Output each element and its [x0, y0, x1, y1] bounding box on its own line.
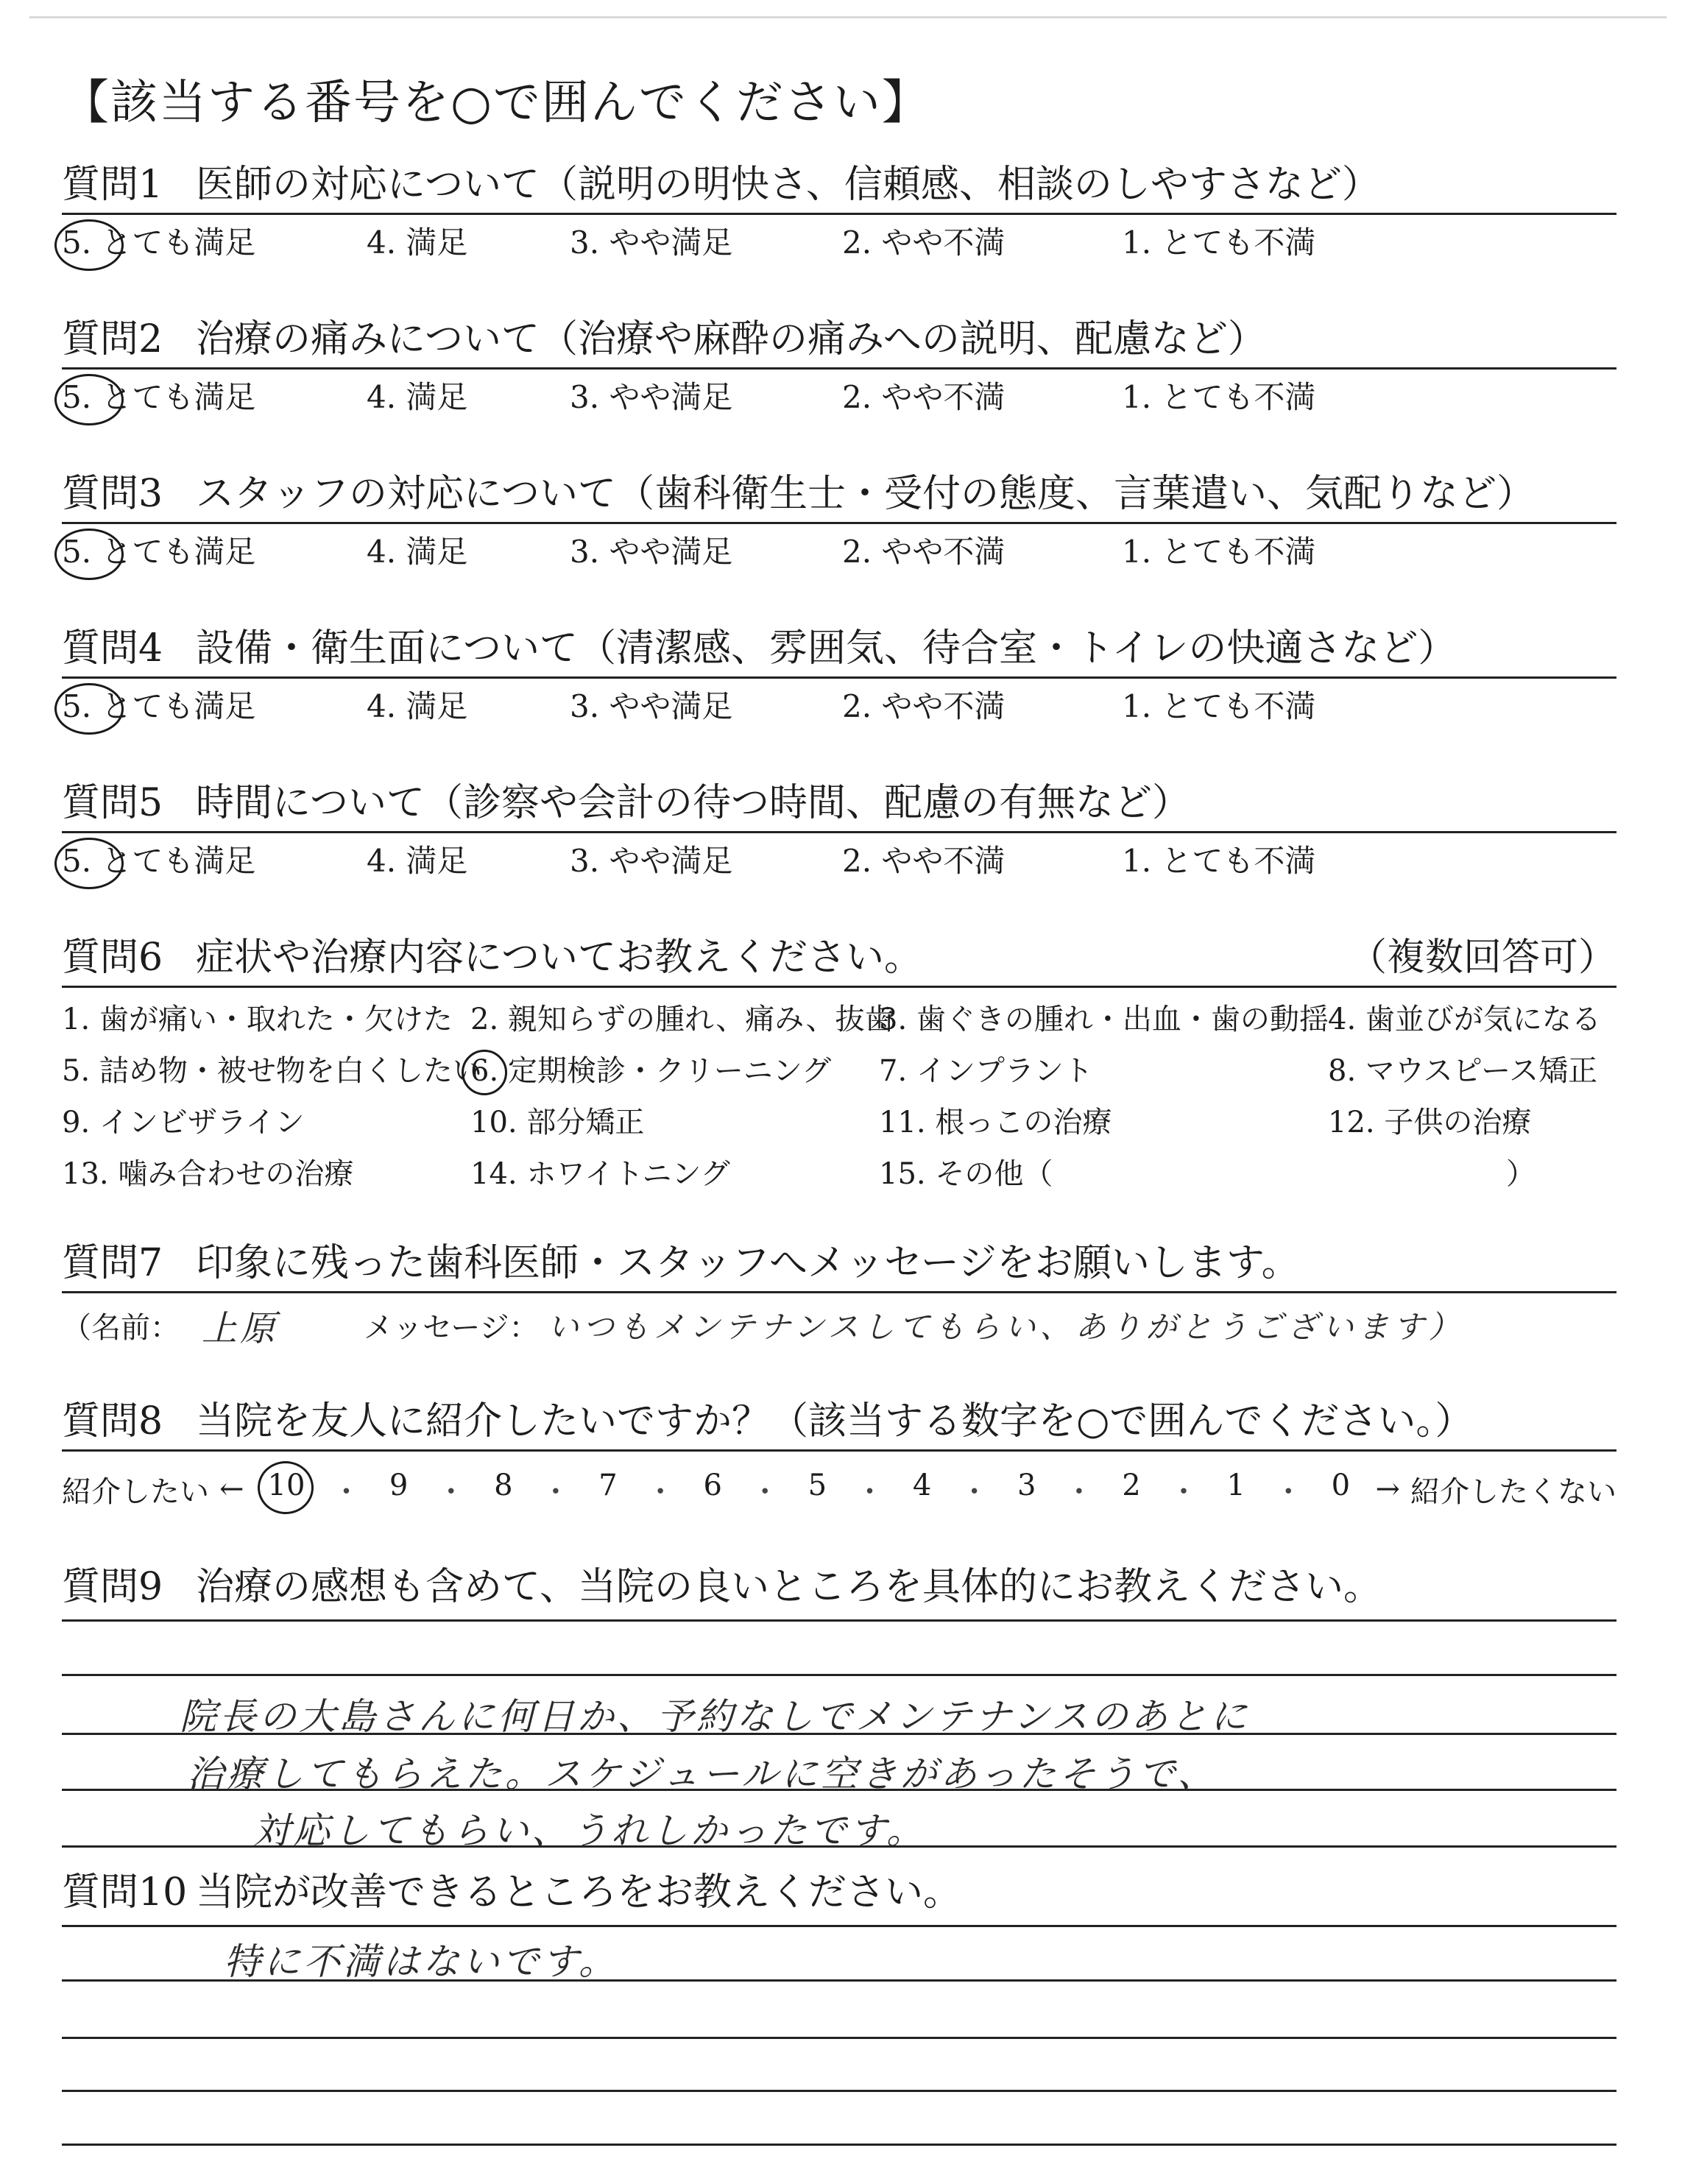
question-rule: [62, 1291, 1616, 1293]
message-label: メッセージ：: [364, 1310, 539, 1345]
question-number: 質問1: [62, 163, 163, 207]
scale-right-label: 紹介したくない: [1410, 1474, 1616, 1509]
treatment-option-4[interactable]: 4. 歯並びが気になる: [1328, 1003, 1601, 1036]
rating-option-3[interactable]: 3. やや満足: [570, 225, 733, 261]
answer-line-2: 治療してもらえた。スケジュールに空きがあったそうで、: [187, 1753, 1218, 1795]
question-rule: [62, 986, 1616, 988]
rating-options: [62, 833, 1616, 889]
question-number: 質問3: [62, 472, 163, 516]
answer-rule: [62, 2037, 1616, 2039]
question-10: [62, 1866, 1616, 2184]
scale-separator: ・: [331, 1474, 361, 1509]
treatment-option-3[interactable]: 3. 歯ぐきの腫れ・出血・歯の動揺: [879, 1003, 1329, 1036]
other-field[interactable]: [1328, 1148, 1541, 1200]
question-2: [62, 313, 1616, 425]
rating-option-3[interactable]: 3. やや満足: [570, 379, 733, 415]
rating-option-2[interactable]: 2. やや不満: [842, 843, 1006, 879]
scale-value-1[interactable]: 1: [1226, 1468, 1246, 1502]
rating-option-4[interactable]: 4. 満足: [367, 534, 468, 570]
scale-values: [255, 1469, 1365, 1510]
rating-option-2[interactable]: 2. やや不満: [842, 225, 1006, 261]
rating-options: [62, 524, 1616, 580]
treatment-option-9[interactable]: 9. インビザライン: [62, 1106, 305, 1139]
rating-option-2[interactable]: 2. やや不満: [842, 379, 1006, 415]
question-9: [62, 1561, 1616, 1908]
treatment-option-14[interactable]: 14. ホワイトニング: [470, 1157, 730, 1191]
scale-value-2[interactable]: 2: [1122, 1468, 1141, 1502]
answer-area[interactable]: [62, 1614, 1616, 1908]
rating-option-1[interactable]: 1. とても不満: [1122, 379, 1316, 415]
message-field[interactable]: いつもメンテナンスしてもらい、ありがとうございます）: [548, 1309, 1464, 1345]
answer-rule: [62, 2144, 1616, 2146]
question-7: [62, 1237, 1616, 1354]
rating-option-4[interactable]: 4. 満足: [367, 843, 468, 879]
page-heading: 【該当する番号を○で囲んでください】: [62, 76, 930, 130]
question-8: [62, 1395, 1616, 1522]
answer-area[interactable]: [62, 1919, 1616, 2184]
rating-options: [62, 215, 1616, 271]
scale-value-4[interactable]: 4: [912, 1468, 932, 1502]
question-text: 印象に残った歯科医師・スタッフへメッセージをお願いします。: [196, 1241, 1300, 1285]
answer-rule: [62, 2090, 1616, 2092]
rating-option-1[interactable]: 1. とても不満: [1122, 843, 1316, 879]
question-number: 質問10: [62, 1870, 188, 1915]
answer-line-1: 特に不満はないです。: [224, 1940, 618, 1983]
rating-option-1[interactable]: 1. とても不満: [1122, 534, 1316, 570]
question-text: 治療の感想も含めて、当院の良いところを具体的にお教えください。: [196, 1565, 1382, 1609]
question-text: 時間について（診察や会計の待つ時間、配慮の有無など）: [196, 781, 1190, 825]
closing-paren: ）: [1506, 1157, 1536, 1191]
answer-rule: [62, 1674, 1616, 1676]
treatment-option-8[interactable]: 8. マウスピース矯正: [1328, 1054, 1598, 1088]
question-number: 質問9: [62, 1565, 163, 1609]
rating-option-5[interactable]: 5. とても満足: [62, 679, 367, 735]
rating-option-5[interactable]: 5. とても満足: [62, 370, 367, 425]
question-number: 質問5: [62, 781, 163, 825]
question-number: 質問2: [62, 317, 163, 361]
question-text: 設備・衛生面について（清潔感、雰囲気、待合室・トイレの快適さなど）: [196, 626, 1457, 671]
scale-value-6[interactable]: 6: [703, 1468, 722, 1502]
question-6: [62, 931, 1616, 1200]
scale-value-9[interactable]: 9: [389, 1468, 409, 1502]
rating-option-4[interactable]: 4. 満足: [367, 688, 468, 724]
scale-separator: ・: [959, 1474, 989, 1509]
scale-separator: ・: [750, 1474, 780, 1509]
message-row: [62, 1296, 1616, 1354]
treatment-option-11[interactable]: 11. 根っこの治療: [879, 1106, 1112, 1139]
scale-left-label: 紹介したい: [62, 1474, 209, 1509]
rating-option-4[interactable]: 4. 満足: [367, 225, 468, 261]
scan-edge-line: [29, 16, 1667, 18]
question-text: 症状や治療内容についてお教えください。: [196, 936, 922, 980]
rating-options: [62, 370, 1616, 425]
question-3: [62, 467, 1616, 580]
rating-option-3[interactable]: 3. やや満足: [570, 688, 733, 724]
rating-option-5[interactable]: 5. とても満足: [62, 524, 367, 580]
rating-option-2[interactable]: 2. やや不満: [842, 534, 1006, 570]
rating-option-1[interactable]: 1. とても不満: [1122, 225, 1316, 261]
recommend-scale: [62, 1456, 1616, 1522]
scale-value-10[interactable]: 10: [268, 1469, 305, 1510]
scale-separator: ・: [855, 1474, 885, 1509]
treatment-option-10[interactable]: 10. 部分矯正: [470, 1106, 645, 1139]
treatment-option-12[interactable]: 12. 子供の治療: [1328, 1106, 1532, 1139]
scale-separator: ・: [646, 1474, 676, 1509]
scale-separator: ・: [540, 1474, 570, 1509]
left-arrow-icon: ←: [219, 1472, 244, 1506]
question-number: 質問7: [62, 1241, 163, 1285]
answer-line-1: 院長の大島さんに何日か、予約なしでメンテナンスのあとに: [180, 1695, 1250, 1738]
answer-rule: [62, 1619, 1616, 1622]
question-number: 質問6: [62, 936, 163, 980]
scale-value-0[interactable]: 0: [1331, 1468, 1351, 1502]
question-text: 当院を友人に紹介したいですか？（該当する数字を○で囲んでください。）: [196, 1399, 1474, 1443]
question-text: 当院が改善できるところをお教えください。: [196, 1870, 962, 1915]
name-field[interactable]: 上原: [202, 1307, 279, 1349]
rating-option-5[interactable]: 5. とても満足: [62, 215, 367, 271]
question-number: 質問8: [62, 1399, 163, 1443]
scale-value-7[interactable]: 7: [598, 1468, 618, 1502]
scale-value-8[interactable]: 8: [494, 1468, 513, 1502]
question-text: 医師の対応について（説明の明快さ、信頼感、相談のしやすさなど）: [196, 163, 1380, 207]
treatment-option-6[interactable]: 6. 定期検診・クリーニング: [470, 1045, 879, 1097]
question-number: 質問4: [62, 626, 163, 671]
rating-option-4[interactable]: 4. 満足: [367, 379, 468, 415]
scale-separator: ・: [436, 1474, 466, 1509]
treatment-option-5[interactable]: 5. 詰め物・被せ物を白くしたい: [62, 1054, 482, 1088]
question-5: [62, 777, 1616, 889]
name-label: （名前：: [62, 1310, 180, 1345]
question-4: [62, 622, 1616, 735]
treatment-options: [62, 994, 1616, 1200]
right-arrow-icon: →: [1375, 1472, 1400, 1506]
question-text: スタッフの対応について（歯科衛生士・受付の態度、言葉遣い、気配りなど）: [196, 472, 1535, 516]
question-1: [62, 158, 1616, 271]
question-rule: [62, 1449, 1616, 1452]
scale-separator: ・: [1169, 1474, 1199, 1509]
scale-value-3[interactable]: 3: [1017, 1468, 1036, 1502]
answer-line-3: 対応してもらい、うれしかったです。: [253, 1809, 926, 1852]
answer-rule: [62, 1925, 1616, 1927]
rating-options: [62, 679, 1616, 735]
treatment-option-7[interactable]: 7. インプラント: [879, 1054, 1093, 1088]
scale-separator: ・: [1064, 1474, 1094, 1509]
rating-option-5[interactable]: 5. とても満足: [62, 833, 367, 889]
rating-option-3[interactable]: 3. やや満足: [570, 534, 733, 570]
scale-value-5[interactable]: 5: [808, 1468, 827, 1502]
treatment-option-1[interactable]: 1. 歯が痛い・取れた・欠けた: [62, 1003, 453, 1036]
treatment-option-15[interactable]: 15. その他（: [879, 1157, 1053, 1191]
treatment-option-13[interactable]: 13. 噛み合わせの治療: [62, 1157, 354, 1191]
question-text: 治療の痛みについて（治療や麻酔の痛みへの説明、配慮など）: [196, 317, 1266, 361]
treatment-option-2[interactable]: 2. 親知らずの腫れ、痛み、抜歯: [470, 1003, 894, 1036]
multiple-answer-note: （複数回答可）: [1348, 936, 1616, 980]
rating-option-2[interactable]: 2. やや不満: [842, 688, 1006, 724]
rating-option-3[interactable]: 3. やや満足: [570, 843, 733, 879]
scale-separator: ・: [1273, 1474, 1304, 1509]
rating-option-1[interactable]: 1. とても不満: [1122, 688, 1316, 724]
